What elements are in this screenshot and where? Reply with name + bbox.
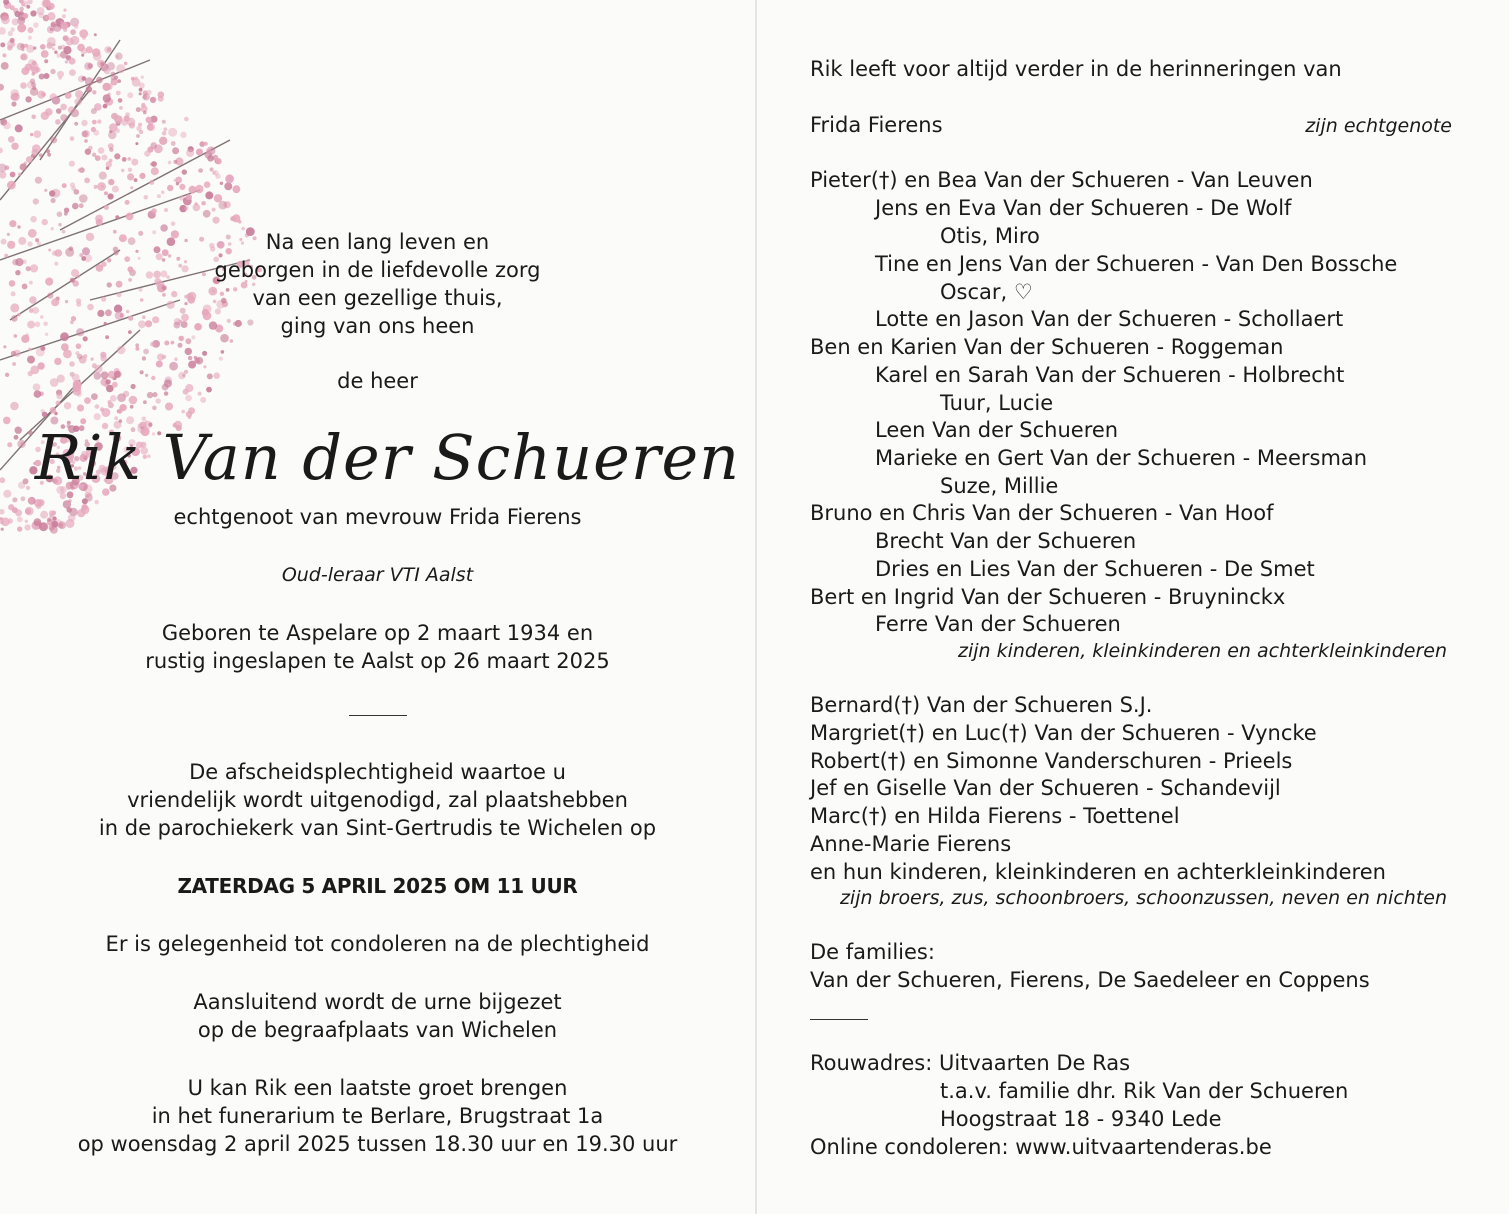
child-line-16: Bert en Ingrid Van der Schueren - Bruyninckx [810,585,1286,609]
card-fold [755,0,757,1214]
sibling-line-3: Robert(†) en Simonne Vanderschuren - Prieels [810,749,1293,773]
visit-line-2: in het funerarium te Berlare, Brugstraat 1a [151,1104,604,1128]
spouse-name: Frida Fierens [810,113,943,137]
families-list: Van der Schueren, Fierens, De Saedeleer en Coppens [810,968,1370,992]
sibling-line-1: Bernard(†) Van der Schueren S.J. [810,693,1153,717]
visit-line-1: U kan Rik een laatste groet brengen [187,1076,568,1100]
sibling-line-4: Jef en Giselle Van der Schueren - Schandevijl [810,776,1281,800]
sibling-line-2: Margriet(†) en Luc(†) Van der Schueren - Vyncke [810,721,1317,745]
child-line-8: Karel en Sarah Van der Schueren - Holbrecht [875,363,1345,387]
ceremony-date: ZATERDAG 5 APRIL 2025 OM 11 UUR [177,874,578,898]
title-prefix: de heer [337,369,418,393]
child-line-7: Ben en Karien Van der Schueren - Roggeman [810,335,1284,359]
ceremony-line-3: in de parochiekerk van Sint-Gertrudis te Wichelen op [98,816,657,840]
intro-line-2: geborgen in de liefdevolle zorg [214,258,541,282]
child-line-2: Jens en Eva Van der Schueren - De Wolf [875,196,1292,220]
spouse-role: zijn echtgenote [1305,115,1452,137]
urn-line-1: Aansluitend wordt de urne bijgezet [193,990,562,1014]
ceremony-line-2: vriendelijk wordt uitgenodigd, zal plaatshebben [127,788,628,812]
child-line-15: Dries en Lies Van der Schueren - De Smet [875,557,1315,581]
spouse-line: echtgenoot van mevrouw Frida Fierens [173,505,582,529]
address-line-2: Hoogstraat 18 - 9340 Lede [940,1107,1222,1131]
deceased-name: Rik Van der Schueren [34,421,741,494]
child-line-14: Brecht Van der Schueren [875,529,1137,553]
divider-right [810,1019,868,1020]
address-line-1: t.a.v. familie dhr. Rik Van der Schueren [940,1079,1349,1103]
birth-line-1: Geboren te Aspelare op 2 maart 1934 en [161,621,594,645]
child-line-3: Otis, Miro [940,224,1040,248]
child-line-6: Lotte en Jason Van der Schueren - Schollaert [875,307,1344,331]
birth-line-2: rustig ingeslapen te Aalst op 26 maart 2025 [145,649,610,673]
child-line-11: Marieke en Gert Van der Schueren - Meersman [875,446,1368,470]
urn-line-2: op de begraafplaats van Wichelen [197,1018,558,1042]
address-label: Rouwadres: Uitvaarten De Ras [810,1051,1131,1075]
children-role: zijn kinderen, kleinkinderen en achterkleinkinderen [957,640,1447,662]
visit-line-3: op woensdag 2 april 2025 tussen 18.30 uur en 19.30 uur [77,1132,678,1156]
sibling-line-5: Marc(†) en Hilda Fierens - Toettenel [810,804,1180,828]
divider-left [349,715,407,716]
sibling-line-7: en hun kinderen, kleinkinderen en achterkleinkinderen [810,860,1386,884]
child-line-12: Suze, Millie [940,474,1059,498]
memory-intro: Rik leeft voor altijd verder in de herinneringen van [810,57,1342,81]
child-line-17: Ferre Van der Schueren [875,612,1121,636]
child-line-9: Tuur, Lucie [940,391,1054,415]
child-line-5: Oscar, ♡ [940,280,1033,304]
siblings-role: zijn broers, zus, schoonbroers, schoonzussen, neven en nichten [839,887,1447,909]
sibling-line-6: Anne-Marie Fierens [810,832,1012,856]
intro-line-4: ging van ons heen [280,314,475,338]
child-line-13: Bruno en Chris Van der Schueren - Van Hoof [810,501,1274,525]
ceremony-line-1: De afscheidsplechtigheid waartoe u [189,760,566,784]
families-label: De families: [810,940,935,964]
online-condolence: Online condoleren: www.uitvaartenderas.be [810,1135,1272,1159]
child-line-1: Pieter(†) en Bea Van der Schueren - Van Leuven [810,168,1313,192]
condolence-line: Er is gelegenheid tot condoleren na de plechtigheid [105,932,650,956]
child-line-4: Tine en Jens Van der Schueren - Van Den Bossche [875,252,1398,276]
intro-line-1: Na een lang leven en [265,230,490,254]
intro-line-3: van een gezellige thuis, [252,286,503,310]
profession: Oud-leraar VTI Aalst [281,564,474,586]
child-line-10: Leen Van der Schueren [875,418,1119,442]
